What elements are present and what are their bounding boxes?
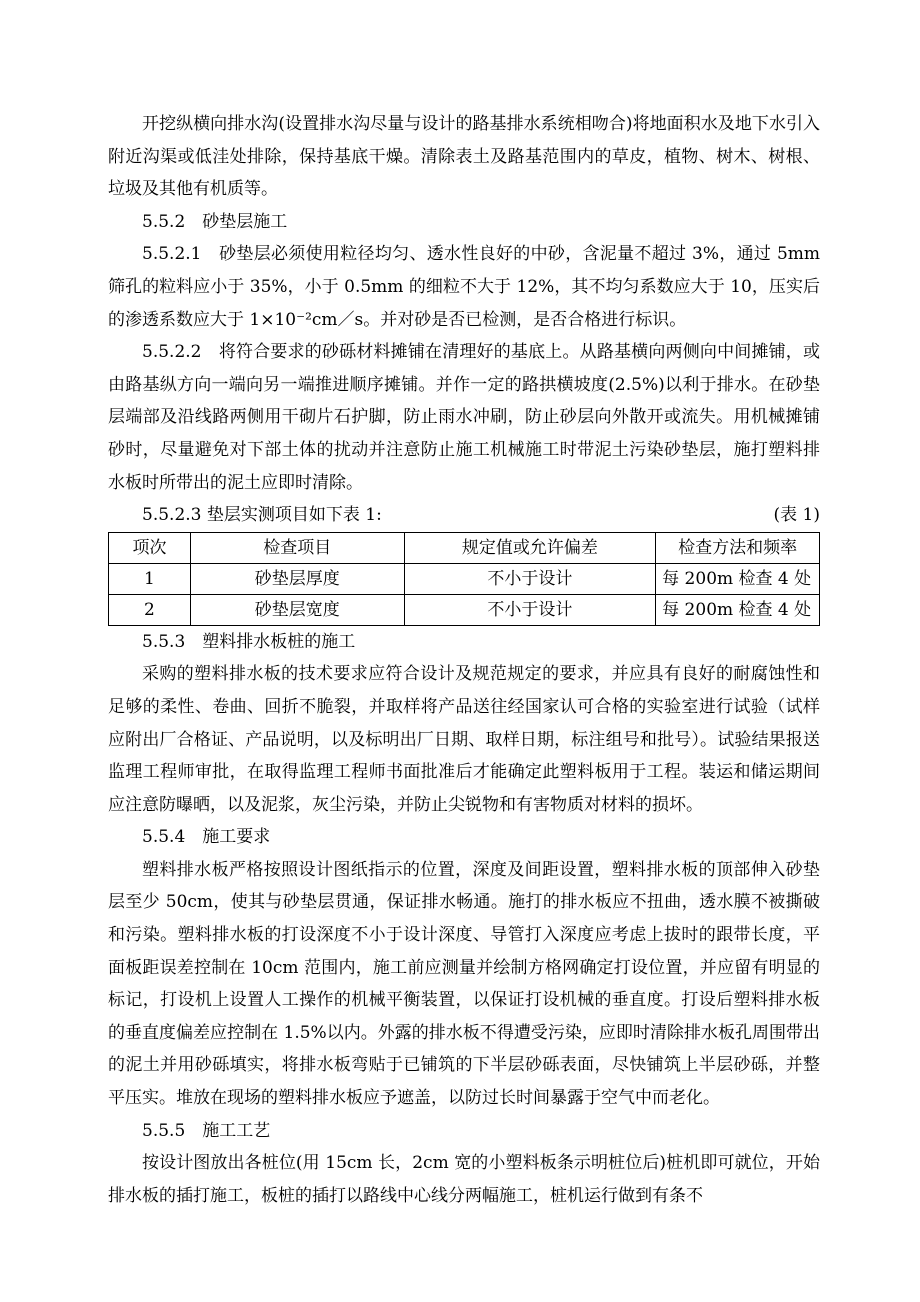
heading-5-5-5: 5.5.5 施工工艺	[142, 1120, 271, 1141]
paragraph-5-5-3: 采购的塑料排水板的技术要求应符合设计及规范规定的要求，并应具有良好的耐腐蚀性和足够的柔性、卷曲、回折不脆裂，并取样将产品送往经国家认可合格的实验室进行试验（试样应附出厂合格证、产品说明，以及标明出厂日期、取样日期，标注组号和批号）。试验结果报送监理工程师审批，在取得监理工程师书面批准后才能确定此塑料板用于工程。装运和储运期间应注意防曝晒，以及泥浆，灰尘污染，并防止尖锐物和有害物质对材料的损坏。	[108, 664, 820, 815]
paragraph-5-5-4: 塑料排水板严格按照设计图纸指示的位置，深度及间距设置，塑料排水板的顶部伸入砂垫层至少 50cm，使其与砂垫层贯通，保证排水畅通。施打的排水板应不扭曲，透水膜不被撕破和污染。塑料排水板的打设深度不小于设计深度、导管打入深度应考虑上拔时的跟带长度，平面板距误差控制在 10cm 范围内，施工前应测量并绘制方格网确定打设位置，并应留有明显的标记，打设机上设置人工操作的机械平衡装置，以保证打设机械的垂直度。打设后塑料排水板的垂直度偏差应控制在 1.5%以内。外露的排水板不得遭受污染，应即时清除排水板孔周围带出的泥土并用砂砾填实，将排水板弯贴于已铺筑的下半层砂砾表面，尽快铺筑上半层砂砾，并整平压实。堆放在现场的塑料排水板应予遮盖，以防过长时间暴露于空气中而老化。	[108, 859, 820, 1109]
table-caption-title: 5.5.2.3 垫层实测项目如下表 1:	[142, 505, 382, 526]
header-cell: 项次	[109, 532, 191, 563]
heading-5-5-4: 5.5.4 施工要求	[142, 827, 271, 848]
heading-5-5-3: 5.5.3 塑料排水板桩的施工	[142, 631, 356, 652]
heading-5-5-2: 5.5.2 砂垫层施工	[142, 211, 288, 232]
paragraph-drainage: 开挖纵横向排水沟(设置排水沟尽量与设计的路基排水系统相吻合)将地面积水及地下水引入附近沟渠或低洼处排除，保持基底干燥。清除表土及路基范围内的草皮，植物、树木、树根、垃圾及其他有机质等。	[108, 114, 820, 200]
paragraph-5-5-2-2: 5.5.2.2 将符合要求的砂砾材料摊铺在清理好的基底上。从路基横向两侧向中间摊铺，或由路基纵方向一端向另一端推进顺序摊铺。并作一定的路拱横坡度(2.5%)以利于排水。在砂垫层端部及沿线路两侧用干砌片石护脚，防止雨水冲刷，防止砂层向外散开或流失。用机械摊铺砂时，尽量避免对下部土体的扰动并注意防止施工机械施工时带泥土污染砂垫层，施打塑料排水板时所带出的泥土应即时清除。	[108, 342, 820, 493]
paragraph-5-5-5: 按设计图放出各桩位(用 15cm 长，2cm 宽的小塑料板条示明桩位后)桩机即可就位，开始排水板的插打施工，板桩的插打以路线中心线分两幅施工，桩机运行做到有条不	[108, 1153, 820, 1206]
table-caption-number: (表 1)	[773, 505, 820, 526]
table-cell: 不小于设计	[404, 563, 656, 594]
table-cell: 砂垫层宽度	[190, 594, 404, 625]
document-body	[108, 108, 820, 1212]
table-cell: 1	[109, 563, 191, 594]
table-cell: 不小于设计	[404, 594, 656, 625]
table-cell: 砂垫层厚度	[190, 563, 404, 594]
header-cell: 检查项目	[190, 532, 404, 563]
header-cell: 检查方法和频率	[656, 532, 820, 563]
paragraph-5-5-2-1: 5.5.2.1 砂垫层必须使用粒径均匀、透水性良好的中砂，含泥量不超过 3%，通过 5mm 筛孔的粒料应小于 35%，小于 0.5mm 的细粒不大于 12%，其不均匀系数应大于 10，压实后的渗透系数应大于 1×10⁻²cm／s。并对砂是否已检测，是否合格进行标识。	[108, 244, 820, 330]
table-header-row	[109, 532, 820, 563]
table-cell: 每 200m 检查 4 处	[656, 563, 820, 594]
table-caption	[108, 499, 820, 532]
inspection-table	[108, 532, 820, 626]
table-cell: 2	[109, 594, 191, 625]
table-row	[109, 594, 820, 625]
table-cell: 每 200m 检查 4 处	[656, 594, 820, 625]
header-cell: 规定值或允许偏差	[404, 532, 656, 563]
table-row	[109, 563, 820, 594]
